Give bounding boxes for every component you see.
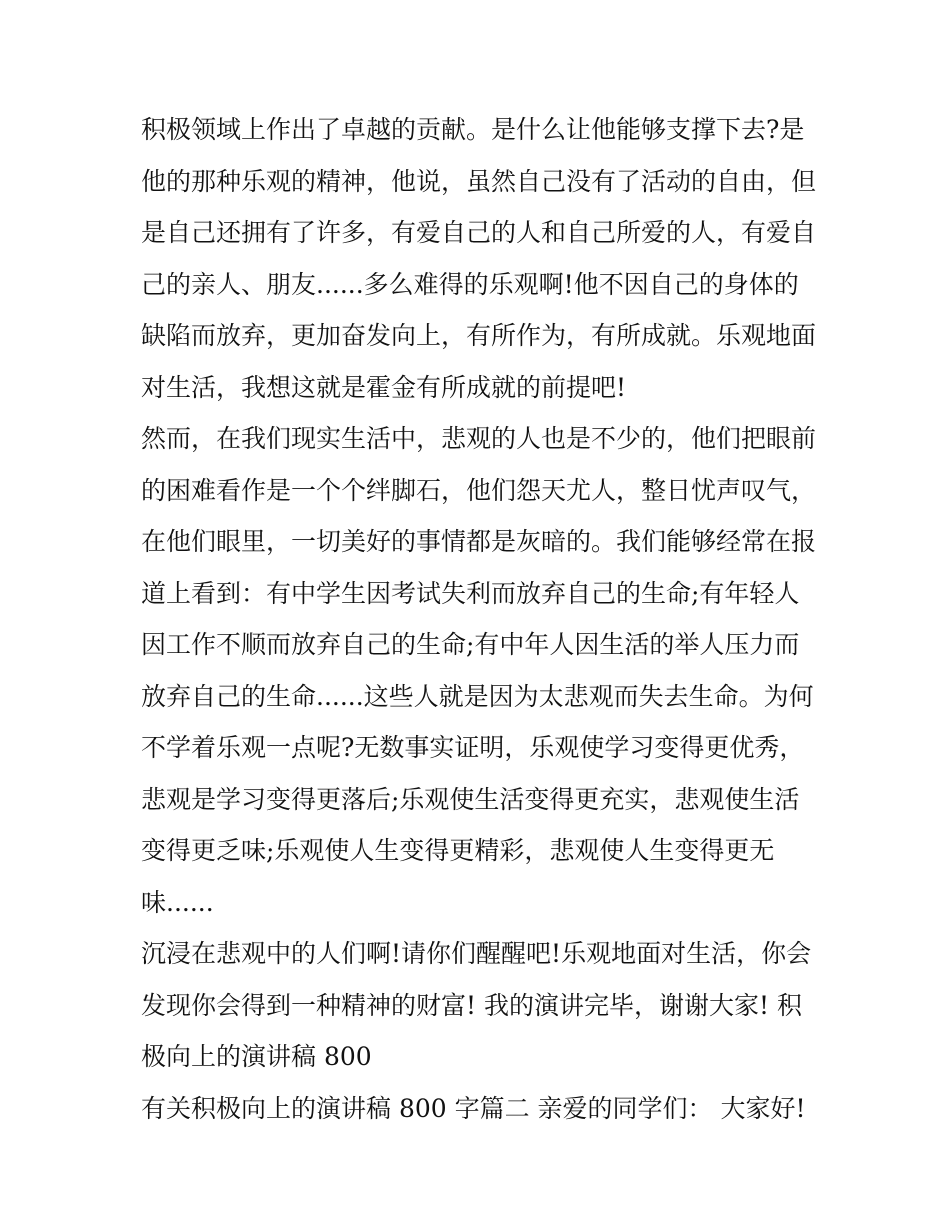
text-line: 味...... [141, 887, 214, 917]
text-line: 放弃自己的生命......这些人就是因为太悲观而失去生命。为何 [141, 681, 814, 711]
text-line: 缺陷而放弃，更加奋发向上，有所作为，有所成就。乐观地面 [141, 321, 817, 350]
text-line: 的困难看作是一个个绊脚石，他们怨天尤人，整日忧声叹气， [141, 475, 817, 505]
text-line: 因工作不顺而放弃自己的生命;有中年人因生活的举人压力而 [141, 630, 800, 659]
text-line: 悲观是学习变得更落后;乐观使生活变得更充实，悲观使生活 [141, 784, 800, 814]
text-line: 己的亲人、朋友......多么难得的乐观啊!他不因自己的身体的 [141, 269, 799, 299]
text-line: 是自己还拥有了许多，有爱自己的人和自己所爱的人，有爱自 [141, 218, 817, 247]
body-text [141, 104, 831, 1134]
text-line: 极向上的演讲稿 800 [141, 1042, 372, 1071]
text-line: 然而，在我们现实生活中，悲观的人也是不少的，他们把眼前 [141, 424, 817, 453]
text-line: 他的那种乐观的精神，他说，虽然自己没有了活动的自由，但 [141, 166, 817, 196]
text-line: 在他们眼里，一切美好的事情都是灰暗的。我们能够经常在报 [141, 527, 817, 556]
text-line: 积极领域上作出了卓越的贡献。是什么让他能够支撑下去?是 [141, 115, 805, 144]
text-line: 沉浸在悲观中的人们啊!请你们醒醒吧!乐观地面对生活，你会 [141, 939, 812, 968]
text-line: 对生活，我想这就是霍金有所成就的前提吧! [141, 372, 627, 402]
text-line: 有关积极向上的演讲稿 800 字篇二 亲爱的同学们： 大家好! [141, 1093, 806, 1123]
text-line: 变得更乏味;乐观使人生变得更精彩，悲观使人生变得更无 [141, 836, 775, 865]
text-line: 发现你会得到一种精神的财富! 我的演讲完毕，谢谢大家! 积 [141, 990, 802, 1020]
text-line: 不学着乐观一点呢?无数事实证明，乐观使学习变得更优秀， [141, 733, 805, 762]
text-line: 道上看到：有中学生因考试失利而放弃自己的生命;有年轻人 [141, 578, 800, 608]
